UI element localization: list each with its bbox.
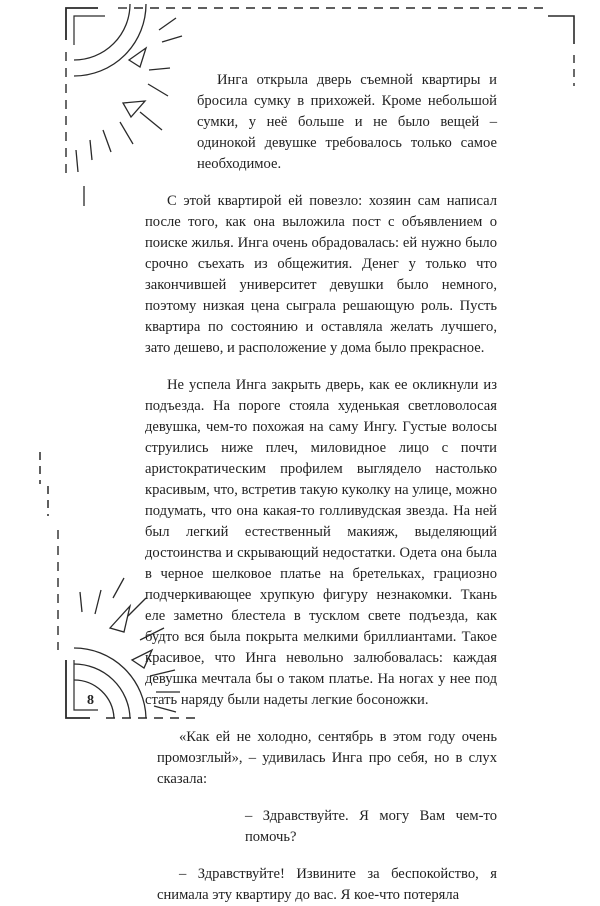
dialogue-2: – Здравствуйте! Извините за беспокойство, я снимала эту квартиру до вас. Я кое-что потеряла xyxy=(157,866,497,903)
body-text xyxy=(145,70,497,906)
dialogue-1: – Здравствуйте. Я могу Вам чем-то помочь? xyxy=(245,808,497,845)
page-number: 8 xyxy=(87,693,94,708)
paragraph-4: «Как ей не холодно, сентябрь в этом году очень промозглый», – удивилась Инга про себя, но в слух сказала: xyxy=(157,729,497,787)
paragraph-3: Не успела Инга закрыть дверь, как ее окликнули из подъезда. На пороге стояла худенькая светловолосая девушка, чем-то похожая на саму Ингу. Густые волосы струились ниже плеч, миловидное лицо с почти аристократическим профилем выглядело настолько красивым, что, встретив такую куколку на улице, можно подумать, что она какая-то голливудская звезда. На ней был легкий естественный макияж, выделяющий достоинства и скрывающий недостатки. Одета она была в черное шелковое платье на бретельках, грациозно подчеркивающее хрупкую фигуру незнакомки. Ткань еле заметно блестела в тусклом свете подъезда, как будто вся была покрыта мелкими бриллиантами. Такое красивое, что Инга невольно залюбовалась: каждая девушка мечтала бы о таком платье. На ногах у нее под стать наряду были надеты легкие босоножки. xyxy=(145,377,497,708)
paragraph-2: С этой квартирой ей повезло: хозяин сам написал после того, как она выложила пост с объявлением о поиске жилья. Инга очень обрадовалась: ей нужно было срочно съехать из общежития. Денег у только что закончившей университет девушки было немного, поэтому низкая цена сыграла решающую роль. Пусть квартира по состоянию и оставляла желать лучшего, зато дешево, и расположение у дома было прекрасное. xyxy=(145,193,497,356)
top-right-corner xyxy=(548,16,574,86)
paragraph-1: Инга открыла дверь съемной квартиры и бросила сумку в прихожей. Кроме небольшой сумки, у неё больше и не было вещей – одинокой девушке требовалось только самое необходимое. xyxy=(197,72,497,172)
